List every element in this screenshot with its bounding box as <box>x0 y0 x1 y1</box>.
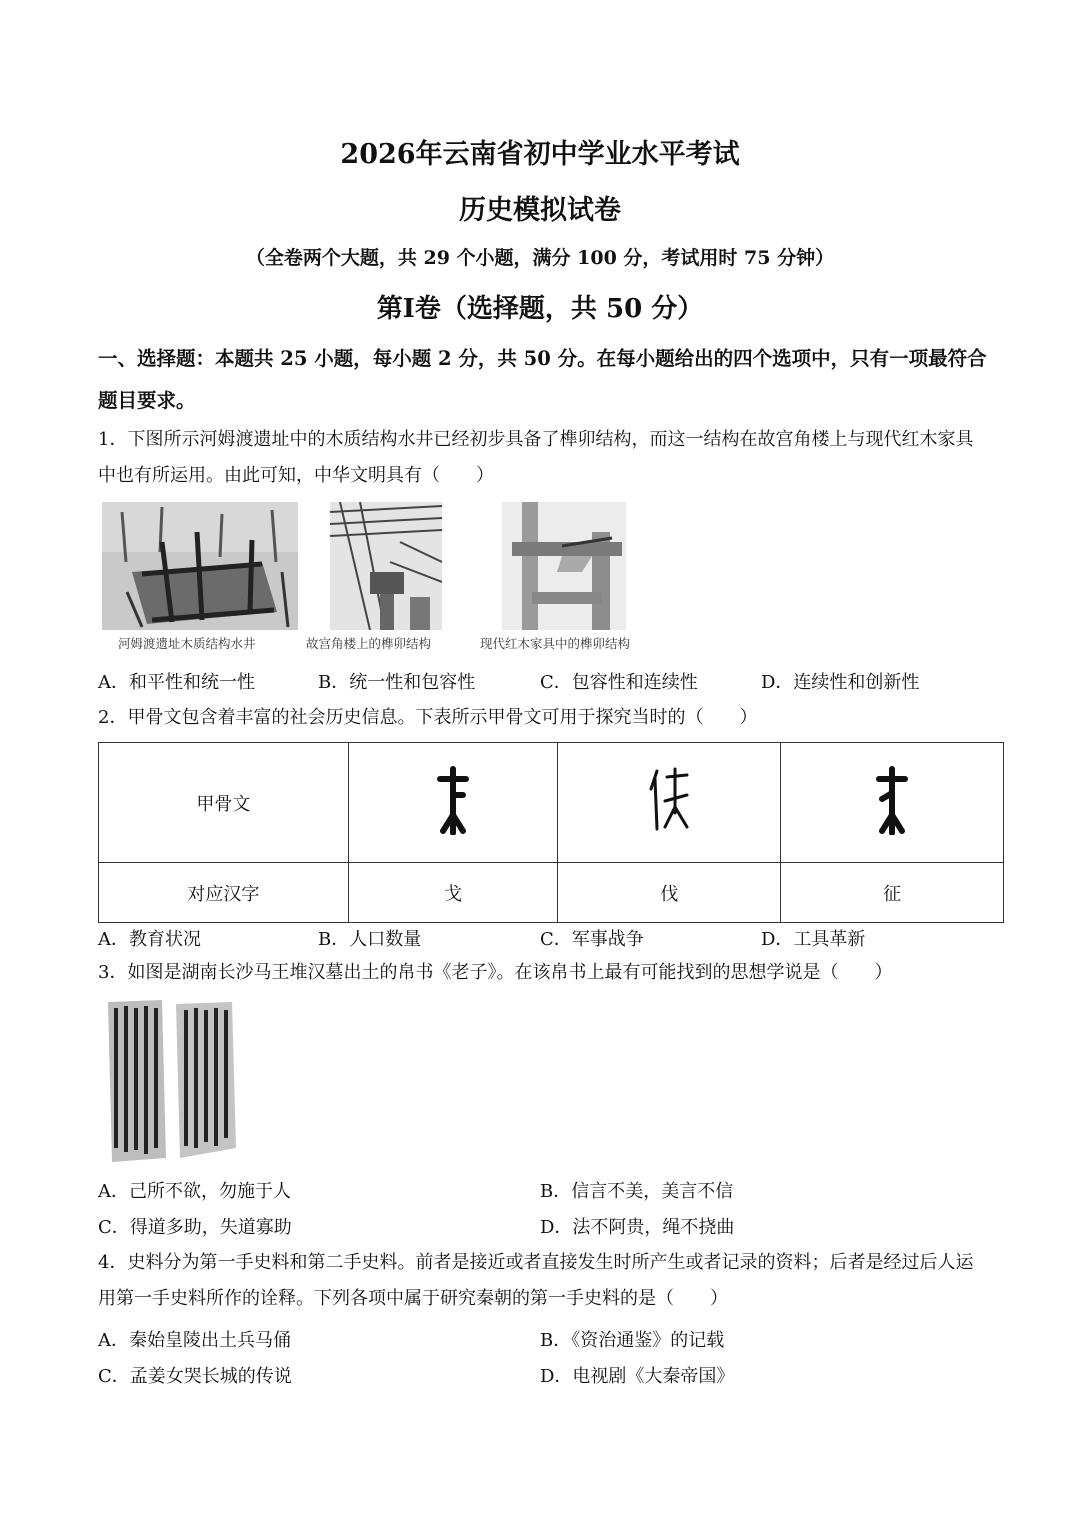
image-caption-1: 河姆渡遗址木质结构水井 <box>118 636 256 651</box>
image-caption-3: 现代红木家具中的榫卯结构 <box>480 636 631 651</box>
table-cell-char-3: 征 <box>781 863 1004 923</box>
q3-option-a[interactable]: A．己所不欲，勿施于人 <box>98 1181 291 1202</box>
question-4-stem: 4．史料分为第一手史料和第二手史料。前者是接近或者直接发生时所产生或者记录的资料；后者是经过后人运用第一手史料所作的诠释。下列各项中属于研究秦朝的第一手史料的是（ ） <box>98 1252 974 1309</box>
q3-option-b[interactable]: B．信言不美，美言不信 <box>540 1181 734 1202</box>
q1-option-b[interactable]: B．统一性和包容性 <box>318 672 476 693</box>
table-row-header-oracle: 甲骨文 <box>99 743 349 863</box>
silk-manuscript-photo <box>102 998 238 1164</box>
image-caption-2: 故宫角楼上的榫卯结构 <box>306 636 432 651</box>
palace-tenon-photo <box>330 502 442 630</box>
section-heading: 第I卷（选择题，共 50 分） <box>376 294 704 324</box>
table-cell-char-2: 伐 <box>558 863 781 923</box>
table-row-header-char: 对应汉字 <box>99 863 349 923</box>
q2-option-c[interactable]: C．军事战争 <box>540 929 644 950</box>
q1-option-d[interactable]: D．连续性和创新性 <box>761 672 920 693</box>
oracle-bone-table <box>98 742 1004 923</box>
question-2-stem: 2．甲骨文包含着丰富的社会历史信息。下表所示甲骨文可用于探究当时的（ ） <box>98 707 758 728</box>
oracle-glyph-fa-icon <box>647 767 691 833</box>
q3-option-c[interactable]: C．得道多助，失道寡助 <box>98 1217 292 1238</box>
exam-note: （全卷两个大题，共 29 个小题，满分 100 分，考试用时 75 分钟） <box>245 247 835 269</box>
furniture-tenon-photo <box>502 502 626 630</box>
oracle-glyph-ge-icon <box>435 765 471 835</box>
question-3-stem: 3．如图是湖南长沙马王堆汉墓出土的帛书《老子》。在该帛书上最有可能找到的思想学说是（ ） <box>98 962 893 983</box>
question-1-stem: 1．下图所示河姆渡遗址中的木质结构水井已经初步具备了榫卯结构，而这一结构在故宫角楼上与现代红木家具中也有所运用。由此可知，中华文明具有（ ） <box>98 429 974 486</box>
section-instructions: 一、选择题：本题共 25 小题，每小题 2 分，共 50 分。在每小题给出的四个选项中，只有一项最符合题目要求。 <box>98 347 987 412</box>
q1-option-c[interactable]: C．包容性和连续性 <box>540 672 698 693</box>
q1-option-a[interactable]: A．和平性和统一性 <box>98 672 255 693</box>
oracle-glyph-zheng-icon <box>874 765 910 835</box>
table-cell-char-1: 戈 <box>348 863 558 923</box>
q4-option-b[interactable]: B．《资治通鉴》的记载 <box>540 1330 725 1351</box>
q2-option-d[interactable]: D．工具革新 <box>761 929 866 950</box>
wooden-well-photo <box>102 502 298 630</box>
q4-option-c[interactable]: C．孟姜女哭长城的传说 <box>98 1366 292 1387</box>
q2-option-a[interactable]: A．教育状况 <box>98 929 201 950</box>
q4-option-a[interactable]: A．秦始皇陵出土兵马俑 <box>98 1330 291 1351</box>
q2-option-b[interactable]: B．人口数量 <box>318 929 422 950</box>
q4-option-d[interactable]: D．电视剧《大秦帝国》 <box>540 1366 735 1387</box>
exam-title: 2026年云南省初中学业水平考试 <box>340 139 740 170</box>
exam-subtitle: 历史模拟试卷 <box>459 195 621 226</box>
q3-option-d[interactable]: D．法不阿贵，绳不挠曲 <box>540 1217 735 1238</box>
